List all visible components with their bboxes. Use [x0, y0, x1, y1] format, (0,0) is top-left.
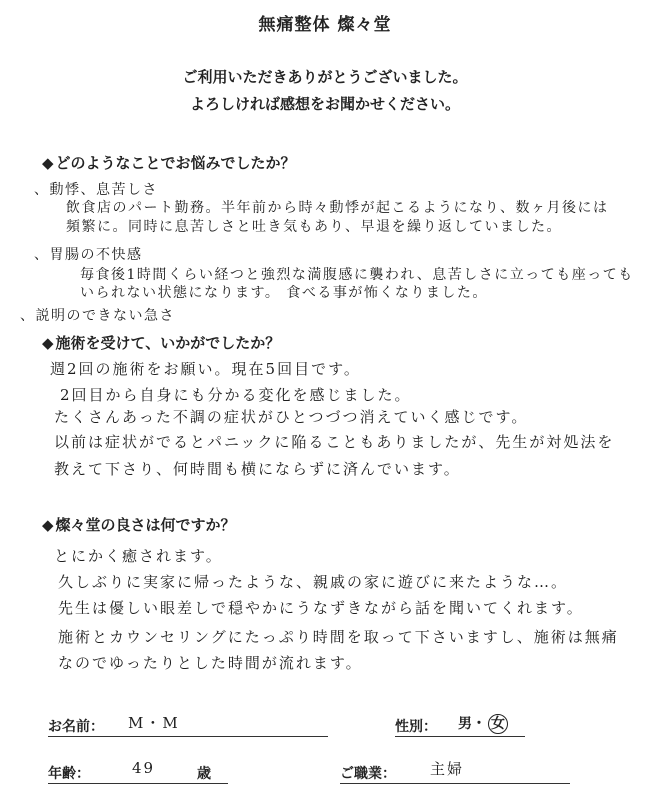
answer-3-line-5: なのでゆったりとした時間が流れます。: [58, 654, 363, 672]
answer-3-line-2: 久しぶりに実家に帰ったような、親戚の家に遊びに来たような…。: [58, 573, 569, 591]
answer-2-line-4: 以前は症状がでるとパニックに陥ることもありましたが、先生が対処法を: [54, 433, 615, 451]
answer-1-line-3: 頻繁に。同時に息苦しさと吐き気もあり、早退を繰り返していました。: [66, 219, 562, 235]
diamond-icon: ◆: [42, 516, 54, 534]
page-title: 無痛整体 燦々堂: [258, 15, 392, 35]
answer-2-line-2: 2回目から自身にも分かる変化を感じました。: [60, 386, 412, 404]
gender-female-circled: 女: [488, 714, 508, 734]
answer-2-line-1: 週2回の施術をお願い。現在5回目です。: [50, 360, 361, 378]
diamond-icon: ◆: [42, 154, 54, 172]
question-3-text: 燦々堂の良さは何ですか？: [55, 516, 236, 534]
gender-label: 性別：: [395, 719, 437, 735]
age-label: 年齢：: [48, 766, 90, 782]
answer-2-line-5: 教えて下さり、何時間も横にならずに済んでいます。: [54, 460, 461, 478]
diamond-icon: ◆: [42, 334, 54, 352]
question-1-text: どのようなことでお悩みでしたか？: [55, 154, 296, 172]
gender-options: [458, 713, 508, 734]
gender-underline: [395, 736, 525, 737]
answer-2-line-3: たくさんあった不調の症状がひとつづつ消えていく感じです。: [54, 408, 529, 426]
occupation-label: ご職業：: [340, 766, 396, 782]
answer-3-line-3: 先生は優しい眼差しで穏やかにうなずきながら話を聞いてくれます。: [58, 599, 584, 617]
answer-1-line-4: 、胃腸の不快感: [34, 247, 143, 263]
age-underline: [48, 783, 228, 784]
gender-male-option: 男・: [458, 716, 486, 732]
answer-1-line-1: 、動悸、息苦しさ: [34, 182, 158, 198]
name-value: M・M: [128, 714, 180, 732]
answer-1-line-6: いられない状態になります。 食べる事が怖くなりました。: [80, 285, 488, 301]
name-underline: [48, 736, 328, 737]
thanks-message-line1: ご利用いただきありがとうございました。: [182, 68, 468, 86]
occupation-underline: [340, 783, 570, 784]
age-unit: 歳: [197, 766, 211, 782]
question-2-heading: [42, 332, 280, 353]
answer-1-line-2: 飲食店のパート勤務。半年前から時々動悸が起こるようになり、数ヶ月後には: [66, 200, 609, 216]
answer-3-line-1: とにかく癒されます。: [54, 547, 223, 565]
question-1-heading: [42, 152, 296, 173]
occupation-value: 主婦: [430, 760, 465, 778]
answer-3-line-4: 施術とカウンセリングにたっぷり時間を取って下さいますし、施術は無痛: [58, 628, 619, 646]
thanks-message-line2: よろしければ感想をお聞かせください。: [189, 95, 460, 113]
answer-1-line-7: 、説明のできない急さ: [20, 308, 175, 324]
question-3-heading: [42, 514, 236, 535]
name-label: お名前：: [48, 719, 104, 735]
answer-1-line-5: 毎食後1時間くらい経つと強烈な満腹感に襲われ、息苦しさに立っても座っても: [80, 267, 634, 283]
age-value: 49: [132, 759, 156, 777]
question-2-text: 施術を受けて、いかがでしたか？: [55, 334, 281, 352]
